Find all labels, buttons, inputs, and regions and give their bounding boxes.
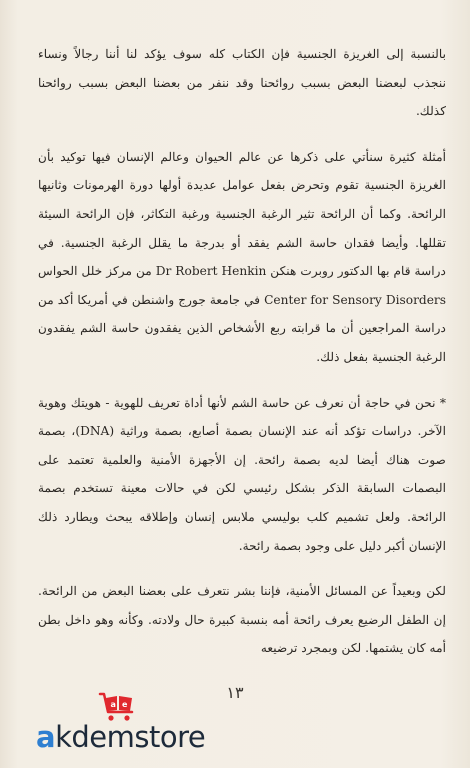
paragraph-1: بالنسبة إلى الغريزة الجنسية فإن الكتاب كله سوف يؤكد لنا أننا رجالاً ونساء ننجذب لبعضنا البعض بسبب روائحنا وقد ننفر من بعضنا البعض بسبب روائحنا كذلك. [38,47,446,119]
store-logo-text [36,720,205,754]
body-text [38,40,446,680]
svg-text:e: e [122,700,128,709]
paragraph-3: * نحن في حاجة أن نعرف عن حاسة الشم لأنها أداة تعريف للهوية - هويتك وهوية الآخر. دراسات تؤكد أنه عند الإنسان بصمة أصابع، بصمة وراثية (DNA)، بصمة صوت هناك أيضا لديه بصمة رائحة. إن الأجهزة الأمنية والعلمية تعتمد على البصمات السابقة الذكر بشكل رئيسي لكن في حالات معينة تستخدم بصمة الرائحة. ولعل تشميم كلب بوليسي ملابس إنسان وإطلاقه يبحث ويطارد ذلك الإنسان أكبر دليل على وجود بصمة رائحة. [38,395,446,553]
paragraph-4: لكن وبعيداً عن المسائل الأمنية، فإننا بشر نتعرف على بعضنا البعض من الرائحة. إن الطفل الرضيع يعرف رائحة أمه بنسبة كبيرة حال ولادته. وكأنه وهو داخل بطن أمه كان يشتمها. لكن وبمجرد ترضيعه [38,584,446,656]
store-logo [36,690,266,760]
logo-word: kdemstore [55,720,206,754]
book-cart-icon [96,690,140,724]
page-number: ١٣ [226,683,244,702]
svg-text:a: a [110,700,116,709]
logo-letter-a: a [36,720,56,754]
paragraph-2: أمثلة كثيرة سنأتي على ذكرها عن عالم الحيوان وعالم الإنسان فيها توكيد بأن الغريزة الجنسية تقوم وتحرض بفعل عوامل عديدة أولها دورة الهرمونات وثانيها الرائحة. وكما أن الرائحة تثير الرغبة الجنسية ورغبة التكاثر، فإن الرائحة السيئة تقللها. وأيضا فقدان حاسة الشم يفقد أو بدرجة ما يقلل الرغبة الجنسية. في دراسة قام بها الدكتور روبرت هنكن Dr Robert Henkin من مركز خلل الحواس Center for Sensory Disorders في جامعة جورج واشنطن في أمريكا أكد من دراسة المراجعين أن ما قرابته ربع الأشخاص الذين يفقدون حاسة الشم يفقدون الرغبة الجنسية بفعل ذلك. [38,149,447,364]
